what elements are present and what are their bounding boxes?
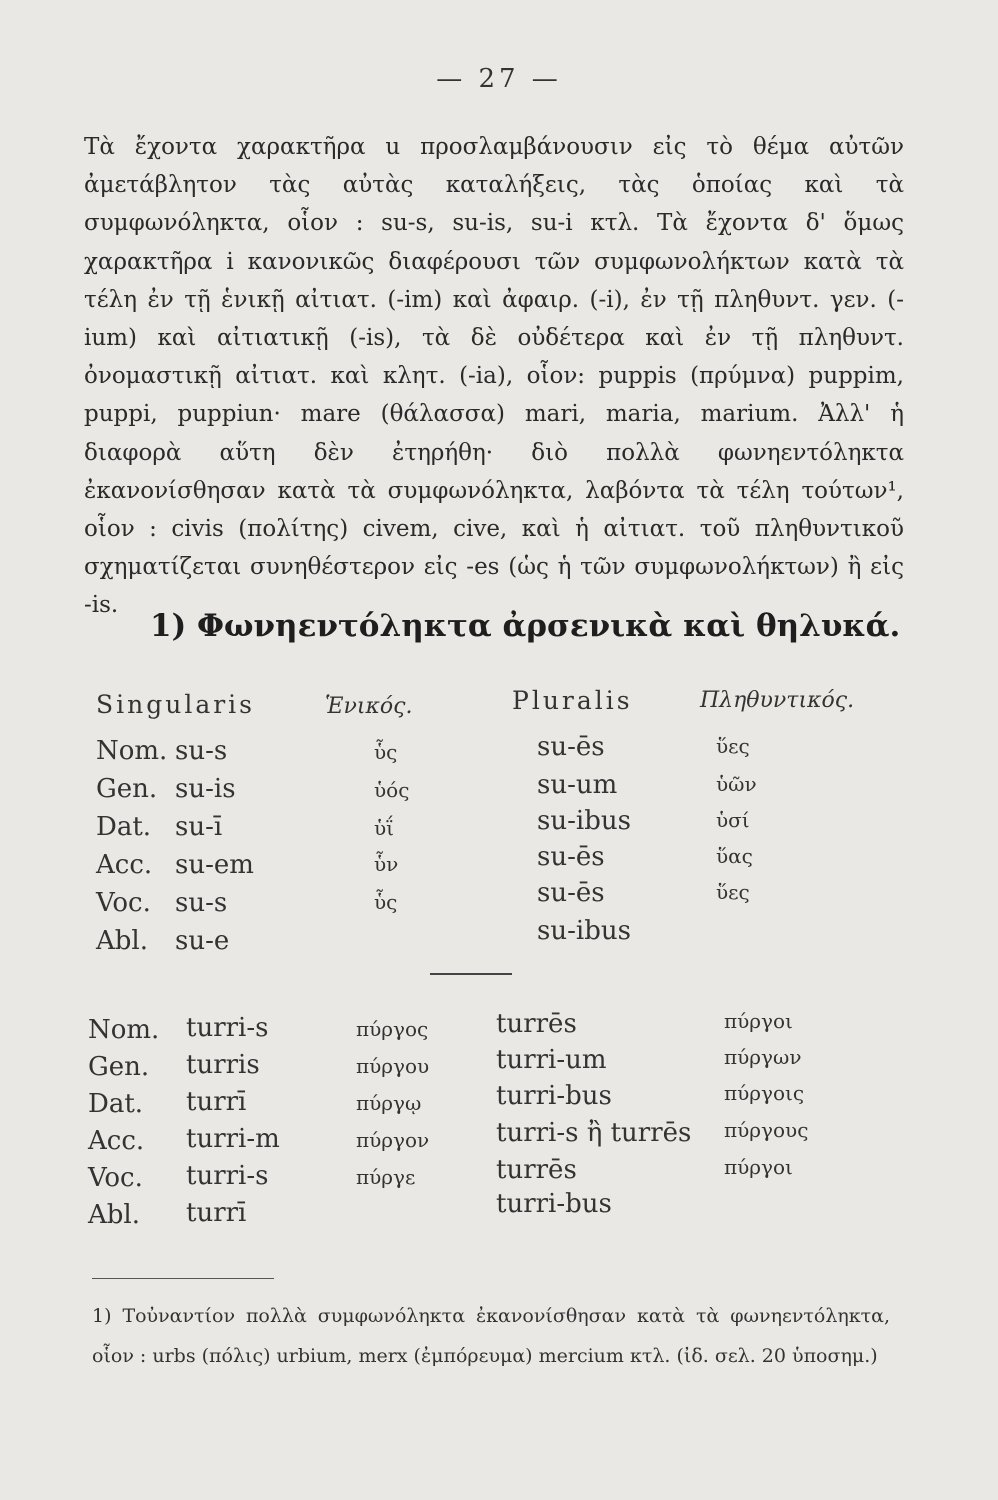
singular-greek: ὗς <box>374 740 398 764</box>
table-divider <box>430 973 512 975</box>
case-label: Dat. <box>88 1089 144 1119</box>
singular-greek: ὗς <box>374 890 398 914</box>
singular-greek: ὗν <box>374 852 399 876</box>
plural-form: turrēs <box>496 1009 577 1039</box>
singular-greek: πύργῳ <box>356 1091 422 1115</box>
case-label: Abl. <box>96 926 148 956</box>
case-label: Acc. <box>96 850 153 880</box>
header-plethyntikos: Πληθυντικός. <box>700 688 855 713</box>
case-label: Gen. <box>88 1052 150 1082</box>
plural-form: turri-um <box>496 1045 607 1075</box>
singular-form: turris <box>186 1050 260 1080</box>
singular-form: turri-m <box>186 1124 280 1154</box>
plural-greek: πύργοι <box>724 1009 793 1033</box>
plural-greek: πύργοις <box>724 1081 805 1105</box>
plural-greek: πύργοι <box>724 1155 793 1179</box>
singular-greek: ὑΐ <box>374 816 394 840</box>
footnote: 1) Τοὐναντίον πολλὰ συμφωνόληκτα ἐκανονίσθησαν κατὰ τὰ φωνηεντόληκτα, οἷον : urbs (πόλις) urbium, merx (ἐμπόρευμα) mercium κτλ. (ἰδ. σελ. 20 ὑποσημ.) <box>92 1305 890 1367</box>
plural-greek: πύργους <box>724 1118 809 1142</box>
plural-greek: ὑσί <box>716 808 750 832</box>
singular-form: su-s <box>175 888 228 918</box>
plural-form: turri-s ἢ turrēs <box>496 1118 692 1148</box>
header-pluralis: Pluralis <box>512 686 633 715</box>
case-label: Dat. <box>96 812 152 842</box>
singular-form: su-s <box>175 736 228 766</box>
plural-form: turri-bus <box>496 1189 612 1219</box>
plural-form: su-ēs <box>537 842 605 872</box>
plural-greek: ὑῶν <box>716 772 757 796</box>
case-label: Voc. <box>88 1163 143 1193</box>
plural-form: turri-bus <box>496 1081 612 1111</box>
case-label: Nom. <box>88 1015 160 1045</box>
plural-form: su-um <box>537 770 618 800</box>
header-enikos: Ἑνικός. <box>325 694 413 719</box>
case-label: Acc. <box>88 1126 145 1156</box>
singular-form: turrī <box>186 1198 247 1228</box>
singular-greek: πύργος <box>356 1017 429 1041</box>
singular-form: turri-s <box>186 1013 269 1043</box>
plural-form: su-ibus <box>537 806 631 836</box>
footnote-rule <box>92 1278 274 1279</box>
section-heading: 1) Φωνηεντόληκτα ἀρσενικὰ καὶ θηλυκά. <box>150 608 901 644</box>
singular-greek: ὑός <box>374 778 410 802</box>
plural-form: su-ēs <box>537 732 605 762</box>
plural-greek: ὕες <box>716 734 750 758</box>
plural-greek: ὕας <box>716 844 753 868</box>
singular-greek: πύργου <box>356 1054 430 1078</box>
singular-form: su-is <box>175 774 236 804</box>
singular-form: su-em <box>175 850 254 880</box>
plural-form: turrēs <box>496 1155 577 1185</box>
case-label: Nom. <box>96 736 168 766</box>
plural-greek: πύργων <box>724 1045 802 1069</box>
case-label: Voc. <box>96 888 151 918</box>
singular-form: turrī <box>186 1087 247 1117</box>
case-label: Gen. <box>96 774 158 804</box>
singular-form: turri-s <box>186 1161 269 1191</box>
plural-form: su-ēs <box>537 878 605 908</box>
case-label: Abl. <box>88 1200 140 1230</box>
plural-greek: ὕες <box>716 880 750 904</box>
singular-form: su-ī <box>175 812 223 842</box>
singular-greek: πύργον <box>356 1128 430 1152</box>
page-number: — 27 — <box>436 64 562 94</box>
singular-greek: πύργε <box>356 1165 416 1189</box>
singular-form: su-e <box>175 926 230 956</box>
plural-form: su-ibus <box>537 916 631 946</box>
header-singularis: Singularis <box>96 690 256 719</box>
body-paragraph: Τὰ ἔχοντα χαρακτῆρα u προσλαμβάνουσιν εἰς τὸ θέμα αὐτῶν ἀμετάβλητον τὰς αὐτὰς καταλήξεις, τὰς ὁποίας καὶ τὰ συμφωνόληκτα, οἷον : su-s, su-is, su-i κτλ. Τὰ ἔχοντα δ' ὅμως χαρακτῆρα i κανονικῶς διαφέρουσι τῶν συμφωνολήκτων κατὰ τὰ τέλη ἐν τῇ ἑνικῇ αἰτιατ. (-im) καὶ ἀφαιρ. (-i), ἐν τῇ πληθυντ. γεν. (-ium) καὶ αἰτιατικῇ (-is), τὰ δὲ οὐδέτερα καὶ ἐν τῇ πληθυντ. ὀνομαστικῇ αἰτιατ. καὶ κλητ. (-ia), οἷον: puppis (πρύμνα) puppim, puppi, puppiun· mare (θάλασσα) mari, maria, marium. Ἀλλ' ἡ διαφορὰ αὕτη δὲν ἐτηρήθη· διὸ πολλὰ φωνηεντόληκτα ἐκανονίσθησαν κατὰ τὰ συμφωνόληκτα, λαβόντα τὰ τέλη τούτων¹, οἷον : civis (πολίτης) civem, cive, καὶ ἡ αἰτιατ. τοῦ πληθυντικοῦ σχηματίζεται συνηθέστερον εἰς -es (ὡς ἡ τῶν συμφωνολήκτων) ἢ εἰς -is. <box>84 134 904 619</box>
